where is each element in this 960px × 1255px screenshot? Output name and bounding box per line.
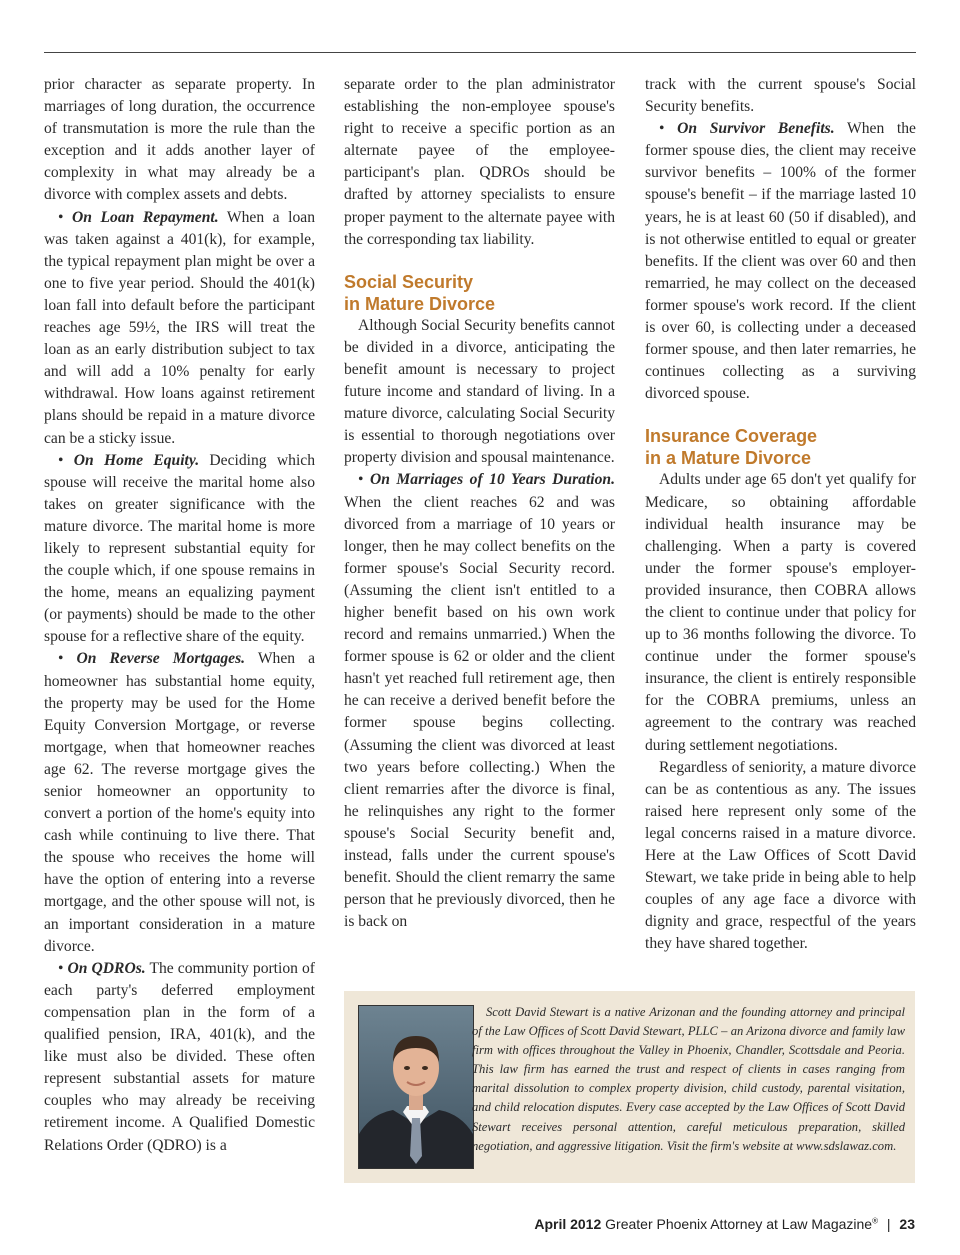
paragraph-reverse-mortgages: • On Reverse Mortgages. When a homeowner has substantial home equity, the property may be used for the Home Equity Conversion Mortgage, or reverse mortgage, when that homeowner reaches age 62. The reverse mortgage gives the senior homeowner an opportunity to convert a portion of the home's equity into cash while continuing to live there. That the spouse who receives the home will have the option of entering into a reverse mortgage, and the other spouse will not, is an important consideration in a mature divorce. [44,650,316,955]
bullet-label: On QDROs. [67,959,146,977]
paragraph: prior character as separate property. In marriages of long duration, the occurrence of transmutation is more the rule than the exception and it adds another layer of complexity in what may already be a divorce with complex assets and debts. [44,76,315,204]
bullet-text: When a homeowner has substantial home equity, the property may be used for the Home Equity Conversion Mortgage, or reverse mortgage, when that homeowner reaches age 62. The reverse mortgage gives the senior homeowner an opportunity to convert a portion of the home's equity into cash while continuing to live there. That the spouse who receives the home will have the option of entering into a reverse mortgage, and the other spouse will not, is an important consideration in a mature divorce. [44,650,316,955]
bullet-label: On Survivor Benefits. [677,120,835,138]
author-photo [358,1005,474,1169]
registered-mark: ® [872,1216,878,1226]
heading-line: Social Security [344,271,474,292]
author-bio-box [344,991,915,1183]
paragraph-loan-repayment: • On Loan Repayment. When a loan was taken against a 401(k), for example, the typical repayment plan might be over a one to five year period. Should the 401(k) loan fall into default before the participant reaches age 59½, the IRS will treat the loan as an early distribution subject to tax and will add a 10% penalty for early withdrawal. How loans against retirement plans should be repaid in a mature divorce can be a sticky issue. [44,208,316,447]
top-rule [44,52,916,53]
bullet-label: On Marriages of 10 Years Duration. [369,471,615,489]
article-column-3 [645,74,916,955]
heading-line: Insurance Coverage [645,426,818,447]
bullet-text: The community portion of each party's deferred employment compensation plan in the form of a qualified pension, IRA, 401(k), and the like must also be divided. These often represent substantial assets for mature couples who may already be receiving retirement income. A Qualified Domestic Relations Order (QDRO) is a [44,959,315,1154]
author-bio-text [472,1003,905,1156]
paragraph-marriages-10-years: • On Marriages of 10 Years Duration. When the client reaches 62 and was divorced from a marriage of 10 years or longer, then he may collect benefits on the former spouse's Social Security record. (Assuming the client isn't entitled to a higher benefit based on his own work record and remains unmarried.) When the former spouse is 62 or older and the client hasn't yet reached full retirement age, then he can receive a derived benefit before the former spouse begins collecting. (Assuming the client was divorced at least two years before collecting.) When the client remarries after the divorce is final, he relinquishes any right to the former spouse's Social Security benefit and, instead, falls under the current spouse's benefit. Should the client remarry the same person that he previously divorced, then he is back on [344,471,615,931]
paragraph-survivor-benefits: • On Survivor Benefits. When the former spouse dies, the client may receive survivor benefits – 100% of the former spouse's benefit – if the marriage lasted 10 years, he is at least 60 (50 if disabled), and is not otherwise entitled to equal or greater benefits. If the client was over 60 and then remarried, he may collect on the deceased former spouse's work record. If the client is over 60, is collecting under a deceased former spouse, and then later remarries, he continues collecting as a surviving divorced spouse. [645,120,916,403]
footer-separator: | [886,1216,891,1232]
bullet-text: When a loan was taken against a 401(k), for example, the typical repayment plan might be over a one to five year period. Should the 401(k) loan fall into default before the participant reaches age 59½, the IRS will treat the loan as an early distribution subject to tax and will add a 10% penalty for early withdrawal. How loans against retirement plans should be repaid in a mature divorce can be a sticky issue. [44,208,316,447]
bullet-label: On Home Equity. [73,451,200,469]
paragraph: Although Social Security benefits cannot be divided in a divorce, anticipating the benefit amount is necessary to project future income and standard of living. In a mature divorce, calculating Social Security is essential to thorough negotiations over property division and spousal maintenance. [344,316,615,467]
paragraph: Adults under age 65 don't yet qualify for Medicare, so obtaining affordable individual health insurance may be challenging. When a party is covered under the former spouse's employer-provided insurance, then COBRA allows the client to continue under that policy for up to 36 months following the divorce. To continue under the former spouse's insurance, the client is entirely responsible for the COBRA premiums, unless an agreement to the contrary was reached during settlement negotiations. [645,471,916,754]
article-column-2 [344,74,615,933]
paragraph: separate order to the plan administrator establishing the non-employee spouse's right to receive a specific portion as an alternate payee of the employee-participant's plan. QDROs should be drafted by attorney specialists to ensure proper payment to the alternate payee with the corresponding tax liability. [344,76,615,248]
magazine-name: Greater Phoenix Attorney at Law Magazine [605,1216,873,1232]
portrait-illustration [359,1006,473,1168]
bullet-text: When the former spouse dies, the client may receive survivor benefits – 100% of the former spouse's benefit – if the marriage lasted 10 years, he is at least 60 (50 if disabled), and is not otherwise entitled to equal or greater benefits. If the client was over 60 and then remarried, he may collect on the deceased former spouse's work record. If the client is over 60, is collecting under a deceased former spouse, and then later remarries, he continues collecting as a surviving divorced spouse. [645,120,916,403]
heading-line: in a Mature Divorce [645,448,812,469]
section-heading-social-security [344,271,615,315]
page-footer [534,1216,915,1232]
section-heading-insurance-coverage [645,425,916,469]
paragraph-qdros: • On QDROs. The community portion of each party's deferred employment compensation plan in the form of a qualified pension, IRA, 401(k), and the like must also be divided. These often represent substantial assets for mature couples who may already be receiving retirement income. A Qualified Domestic Relations Order (QDRO) is a [44,959,315,1154]
heading-line: in Mature Divorce [344,293,496,314]
paragraph-home-equity: • On Home Equity. Deciding which spouse will receive the marital home also takes on greater significance with the mature divorce. The marital home is more likely to represent substantial equity for the couple which, if one spouse remains in the home, means an equalizing payment (or payments) should be made to the other spouse for a reflective share of the equity. [44,451,316,646]
bullet-label: On Reverse Mortgages. [76,650,246,668]
bullet-text: Deciding which spouse will receive the marital home also takes on greater significance with the mature divorce. The marital home is more likely to represent substantial equity for the couple which, if one spouse remains in the home, means an equalizing payment (or payments) should be made to the other spouse for a reflective share of the equity. [44,451,316,646]
article-column-1 [44,74,315,1157]
bio-paragraph: Scott David Stewart is a native Arizonan and the founding attorney and principal of the Law Offices of Scott David Stewart, PLLC – an Arizona divorce and family law firm with offices throughout the Valley in Phoenix, Chandler, Scottsdale and Peoria. This law firm has earned the trust and respect of clients in cases ranging from marital dissolution to complex property division, child custody, parental visitation, and child relocation disputes. Every case accepted by the Law Offices of Scott David Stewart receives personal attention, careful meticulous preparation, skilled negotiation, and aggressive litigation. Visit the firm's website at www.sdslawaz.com. [472,1005,905,1153]
paragraph: track with the current spouse's Social Security benefits. [645,76,916,116]
bullet-text: When the client reaches 62 and was divorced from a marriage of 10 years or longer, then he may collect benefits on the former spouse's Social Security record. (Assuming the client isn't entitled to a higher benefit based on his own work record and remains unmarried.) When the former spouse is 62 or older and the client hasn't yet reached full retirement age, then he can receive a derived benefit before the former spouse begins collecting. (Assuming the client was divorced at least two years before collecting.) When the client remarries after the divorce is final, he relinquishes any right to the former spouse's Social Security benefit and, instead, falls under the current spouse's benefit. Should the client remarry the same person that he previously divorced, then he is back on [344,493,615,931]
bullet-label: On Loan Repayment. [72,208,219,226]
issue-date: April 2012 [534,1216,602,1232]
paragraph: Regardless of seniority, a mature divorce can be as contentious as any. The issues raised here represent only some of the legal concerns raised in a mature divorce. Here at the Law Offices of Scott David Stewart, we take pride in being able to help couples of any age face a divorce with dignity and grace, respectful of the years they have shared together. [645,758,916,953]
page-number: 23 [899,1216,915,1232]
